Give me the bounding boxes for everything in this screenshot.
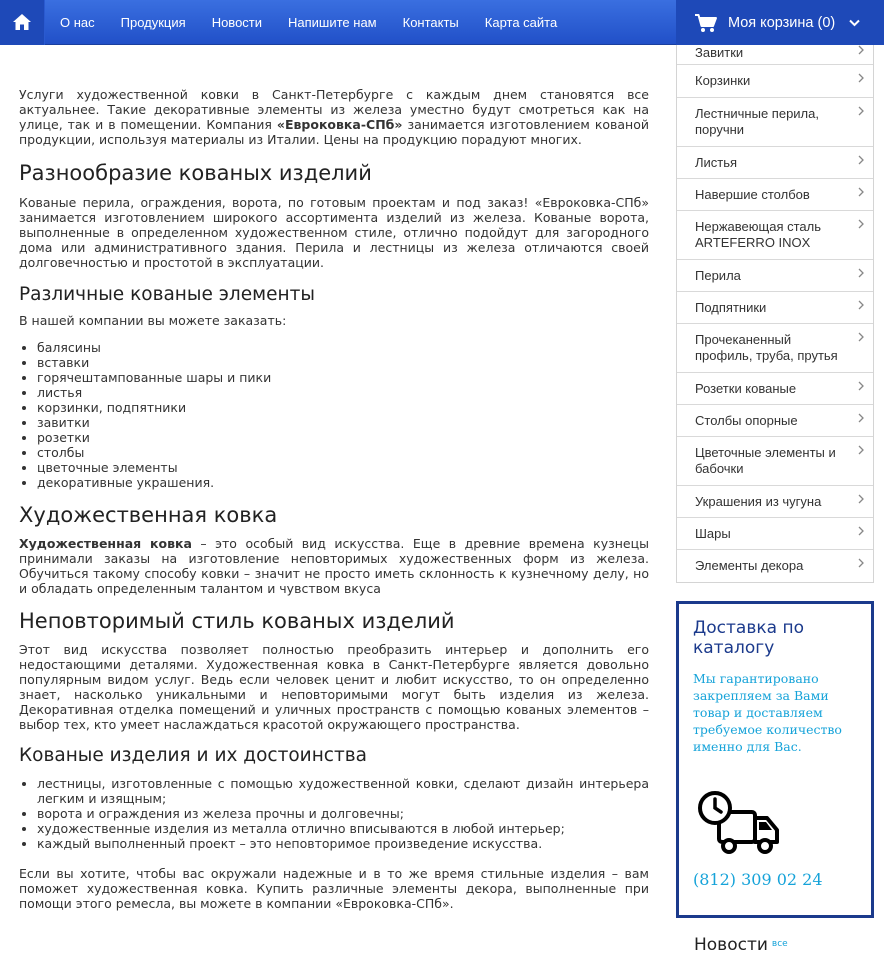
cart-label: Моя корзина (0) bbox=[728, 14, 836, 31]
list-item: • каждый выполненный проект – это неповторимое произведение искусства. bbox=[37, 836, 649, 851]
chevron-right-icon bbox=[857, 268, 865, 278]
category-item-baskets[interactable]: Корзинки bbox=[677, 65, 873, 98]
category-item-cast-iron[interactable]: Украшения из чугуна bbox=[677, 486, 873, 518]
delivery-box bbox=[676, 601, 874, 918]
list-item: • листья bbox=[37, 385, 649, 400]
cart-button[interactable] bbox=[676, 0, 884, 45]
delivery-text: Мы гарантировано закрепляем за Вами товар и доставляем требуемое количество именно для Вас. bbox=[693, 671, 842, 754]
category-item-railings[interactable]: Перила bbox=[677, 260, 873, 292]
heading-merits: Кованые изделия и их достоинства bbox=[19, 745, 367, 766]
list-item: • горячештампованные шары и пики bbox=[37, 370, 649, 385]
chevron-right-icon bbox=[857, 445, 865, 455]
category-item-embossed-profile[interactable]: Прочеканенный профиль, труба, прутья bbox=[677, 324, 873, 373]
list-item: • лестницы, изготовленные с помощью художественной ковки, сделают дизайн интерьера легким и изящным; bbox=[37, 776, 649, 806]
delivery-phone[interactable]: (812) 309 02 24 bbox=[693, 870, 823, 889]
chevron-right-icon bbox=[857, 219, 865, 229]
list-item: • декоративные украшения. bbox=[37, 475, 649, 490]
list-item: • завитки bbox=[37, 415, 649, 430]
list-item: • вставки bbox=[37, 355, 649, 370]
top-nav bbox=[0, 0, 884, 45]
nav-item-news[interactable]: Новости bbox=[211, 14, 263, 30]
delivery-title: Доставка по каталогу bbox=[693, 618, 804, 658]
final-paragraph: Если вы хотите, чтобы вас окружали надежные и в то же время стильные изделия – вам поможет художественная ковка. Купить различные элементы декора, выполненные при помощи этого ремесла, вы можете в компании «Евроковка-СПб». bbox=[19, 866, 649, 911]
nav-item-contacts[interactable]: Контакты bbox=[402, 14, 459, 30]
heading-unique-style: Неповторимый стиль кованых изделий bbox=[19, 609, 455, 633]
chevron-right-icon bbox=[857, 332, 865, 342]
chevron-right-icon bbox=[857, 45, 865, 55]
category-item-flowers-butterflies[interactable]: Цветочные элементы и бабочки bbox=[677, 437, 873, 486]
category-item-balls[interactable]: Шары bbox=[677, 518, 873, 550]
category-item-decor-elements[interactable]: Элементы декора bbox=[677, 550, 873, 582]
list-item: • корзинки, подпятники bbox=[37, 400, 649, 415]
chevron-right-icon bbox=[857, 494, 865, 504]
chevron-right-icon bbox=[857, 381, 865, 391]
art-paragraph: Художественная ковка – это особый вид искусства. Еще в древние времена кузнецы принимали заказы на изготовление неповторимых художественных форм из железа. Обучиться такому способу ковки – значит не просто иметь склонность к кузнечному делу, но и обладать определенным талантом и чувством вкуса bbox=[19, 536, 649, 596]
chevron-right-icon bbox=[857, 106, 865, 116]
elements-list bbox=[19, 340, 649, 490]
heading-variety: Разнообразие кованых изделий bbox=[19, 161, 372, 185]
elements-paragraph: В нашей компании вы можете заказать: bbox=[19, 313, 287, 328]
list-item: • ворота и ограждения из железа прочны и долговечны; bbox=[37, 806, 649, 821]
style-paragraph: Этот вид искусства позволяет полностью преобразить интерьер и дополнить его недостающими деталями. Художественная ковка в Санкт-Петербурге является довольно популярным видом услуг. Ведь если человек ценит и любит искусство, то он определенно знает, насколько уникальными и неповторимыми могут быть изделия из железа. Декоративная отделка помещений и уличных пространств с помощью кованых элементов – выбор тех, кто умеет наслаждаться красотой окружающего пространства. bbox=[19, 642, 649, 732]
chevron-right-icon bbox=[857, 300, 865, 310]
chevron-right-icon bbox=[857, 73, 865, 83]
heading-art-forging: Художественная ковка bbox=[19, 503, 278, 527]
category-item-support-posts[interactable]: Столбы опорные bbox=[677, 405, 873, 437]
category-item-curls[interactable]: Завитки bbox=[677, 45, 873, 65]
chevron-down-icon bbox=[849, 19, 860, 27]
chevron-right-icon bbox=[857, 558, 865, 568]
list-item: • балясины bbox=[37, 340, 649, 355]
home-icon bbox=[12, 13, 32, 31]
brand-name: «Евроковка-СПб» bbox=[276, 117, 403, 132]
list-item: • цветочные элементы bbox=[37, 460, 649, 475]
list-item: • столбы bbox=[37, 445, 649, 460]
category-list bbox=[676, 45, 874, 583]
cart-icon bbox=[694, 13, 718, 33]
chevron-right-icon bbox=[857, 526, 865, 536]
list-item: • художественные изделия из металла отлично вписываются в любой интерьер; bbox=[37, 821, 649, 836]
delivery-truck-icon bbox=[697, 790, 779, 856]
news-heading: Новости $^{все}$ bbox=[694, 935, 788, 953]
nav-item-write-us[interactable]: Напишите нам bbox=[288, 14, 377, 30]
category-item-post-tops[interactable]: Навершие столбов bbox=[677, 179, 873, 211]
nav-item-sitemap[interactable]: Карта сайта bbox=[484, 14, 558, 30]
chevron-right-icon bbox=[857, 155, 865, 165]
category-item-rosettes[interactable]: Розетки кованые bbox=[677, 373, 873, 405]
nav-item-products[interactable]: Продукция bbox=[120, 14, 186, 30]
chevron-right-icon bbox=[857, 413, 865, 423]
variety-paragraph: Кованые перила, ограждения, ворота, по готовым проектам и под заказ! «Евроковка-СПб» занимается изготовлением широкого ассортимента изделий из железа. Кованые ворота, выполненные в определенном художественном стиле, отлично подойдут для загородного дома или административного здания. Перила и лестницы из железа отличаются своей долговечностью и простотой в эксплуатации. bbox=[19, 195, 649, 270]
heading-elements: Различные кованые элементы bbox=[19, 284, 315, 305]
chevron-right-icon bbox=[857, 187, 865, 197]
category-item-leaves[interactable]: Листья bbox=[677, 147, 873, 179]
category-item-stair-railings[interactable]: Лестничные перила, поручни bbox=[677, 98, 873, 147]
main-content bbox=[19, 87, 649, 911]
merits-list bbox=[19, 776, 649, 851]
category-item-footings[interactable]: Подпятники bbox=[677, 292, 873, 324]
news-all-link[interactable]: все bbox=[771, 939, 788, 949]
list-item: • розетки bbox=[37, 430, 649, 445]
nav-item-about[interactable]: О нас bbox=[60, 14, 95, 30]
category-item-stainless-steel[interactable]: Нержавеющая сталь ARTEFERRO INOX bbox=[677, 211, 873, 260]
home-button[interactable] bbox=[0, 0, 45, 45]
intro-paragraph: Услуги художественной ковки в Санкт-Петербурге с каждым днем становятся все актуальнее. Такие декоративные элементы из железа уместно будут смотреться как на улице, так и в помещении. Компания «Евроковка-СПб» занимается изготовлением кованой продукции, используя материалы из Италии. Цены на продукцию порадуют многих. bbox=[19, 87, 649, 147]
